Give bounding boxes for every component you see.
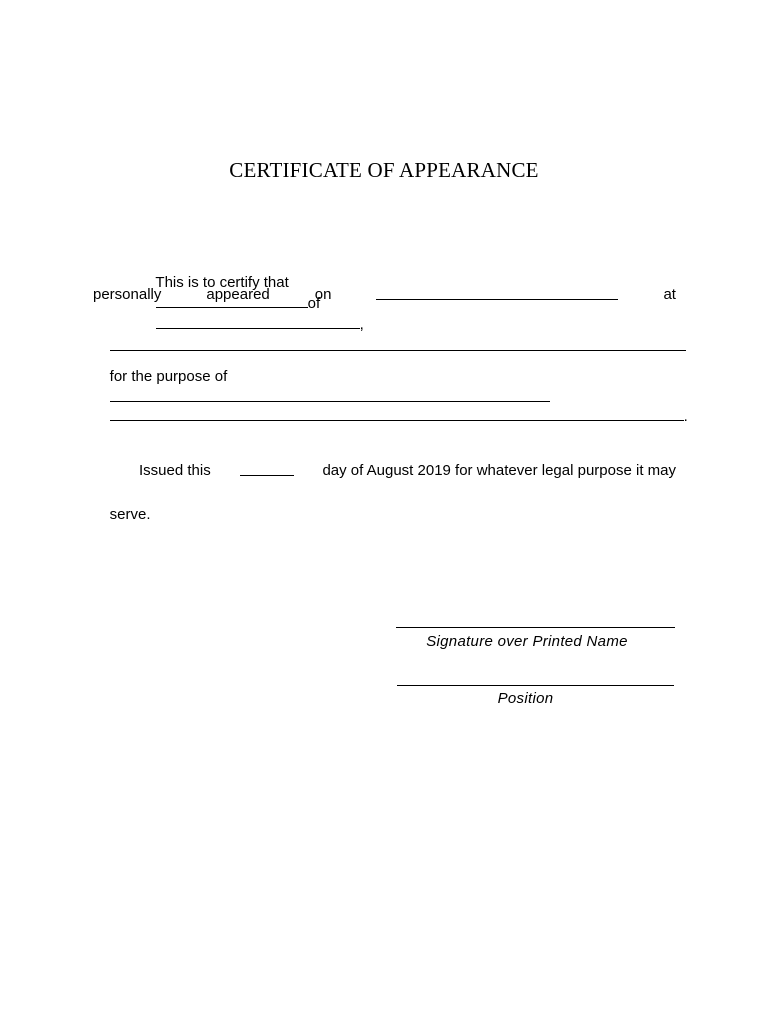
issued-continued-text: day of August 2019 for whatever legal purpose it may [322, 462, 676, 479]
serve-text: serve. [109, 506, 151, 523]
appeared-text: appeared [206, 286, 270, 303]
on-text: on [314, 286, 332, 303]
purpose-continued-line [93, 386, 688, 447]
of-text: of [307, 295, 321, 312]
issued-line [93, 461, 676, 481]
purpose-text: for the purpose of [109, 368, 228, 385]
personally-text: personally [93, 286, 162, 303]
issued-text: Issued this [139, 462, 211, 479]
position-line[interactable] [397, 684, 674, 686]
signature-line[interactable] [396, 626, 675, 628]
signature-label: Signature over Printed Name [426, 633, 628, 650]
day-blank[interactable] [240, 461, 294, 476]
at-text: at [663, 286, 676, 303]
issued-line-2 [93, 485, 676, 545]
appeared-line [93, 285, 676, 305]
purpose-continued-blank[interactable] [110, 406, 684, 421]
certify-text: This is to certify that [155, 274, 289, 291]
period-text: . [683, 408, 688, 425]
date-blank[interactable] [376, 285, 618, 300]
document-title: CERTIFICATE OF APPEARANCE [229, 158, 539, 182]
position-label: Position [497, 690, 554, 707]
comma-text: , [359, 316, 364, 333]
